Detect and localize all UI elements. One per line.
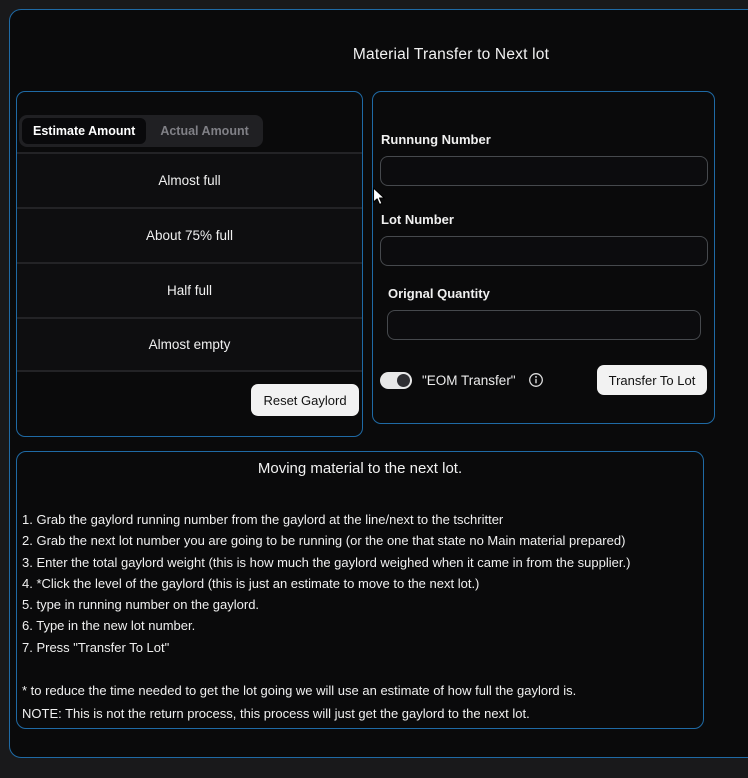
info-icon[interactable] <box>528 372 544 388</box>
option-half-full[interactable]: Half full <box>17 262 362 317</box>
estimate-panel <box>16 91 363 437</box>
eom-transfer-row <box>380 363 544 397</box>
eom-transfer-toggle[interactable] <box>380 372 412 389</box>
original-quantity-input[interactable] <box>387 310 701 340</box>
eom-transfer-label: "EOM Transfer" <box>422 372 516 388</box>
option-almost-empty[interactable]: Almost empty <box>17 317 362 372</box>
instruction-step-7: 7. Press "Transfer To Lot" <box>22 639 170 655</box>
option-almost-full[interactable]: Almost full <box>17 152 362 207</box>
lot-number-input[interactable] <box>380 236 708 266</box>
instructions-panel <box>16 451 704 729</box>
instructions-heading: Moving material to the next lot. <box>257 460 463 477</box>
transfer-to-lot-button[interactable]: Transfer To Lot <box>597 365 707 395</box>
instruction-step-5: 5. type in running number on the gaylord. <box>22 597 260 613</box>
main-window <box>9 9 748 758</box>
lot-number-label: Lot Number <box>381 212 454 227</box>
instruction-note-asterisk: * to reduce the time needed to get the lot going we will use an estimate of how full the gaylord is. <box>22 683 577 698</box>
page-title: Material Transfer to Next lot <box>352 46 550 63</box>
instruction-step-6: 6. Type in the new lot number. <box>22 618 196 634</box>
original-quantity-label: Orignal Quantity <box>388 286 490 301</box>
tab-actual-amount[interactable]: Actual Amount <box>160 124 249 138</box>
amount-tabs <box>19 115 263 147</box>
instruction-step-3: 3. Enter the total gaylord weight (this is how much the gaylord weighed when it came in from the supplier.) <box>22 554 631 570</box>
fill-level-options <box>17 152 362 372</box>
instruction-steps <box>22 509 698 658</box>
instruction-note-note: NOTE: This is not the return process, this process will just get the gaylord to the next lot. <box>22 705 530 721</box>
running-number-input[interactable] <box>380 156 708 186</box>
instruction-step-2: 2. Grab the next lot number you are going to be running (or the one that state no Main material prepared) <box>22 533 626 549</box>
reset-gaylord-button[interactable]: Reset Gaylord <box>251 384 359 416</box>
running-number-label: Runnung Number <box>381 132 491 147</box>
option-about-75-full[interactable]: About 75% full <box>17 207 362 262</box>
instruction-notes <box>22 680 698 725</box>
instruction-step-4: 4. *Click the level of the gaylord (this is just an estimate to move to the next lot.) <box>22 575 480 591</box>
tab-estimate-amount[interactable]: Estimate Amount <box>22 118 146 144</box>
toggle-knob <box>397 374 410 387</box>
transfer-form-panel <box>372 91 715 424</box>
instruction-step-1: 1. Grab the gaylord running number from the gaylord at the line/next to the tschritter <box>22 512 504 527</box>
